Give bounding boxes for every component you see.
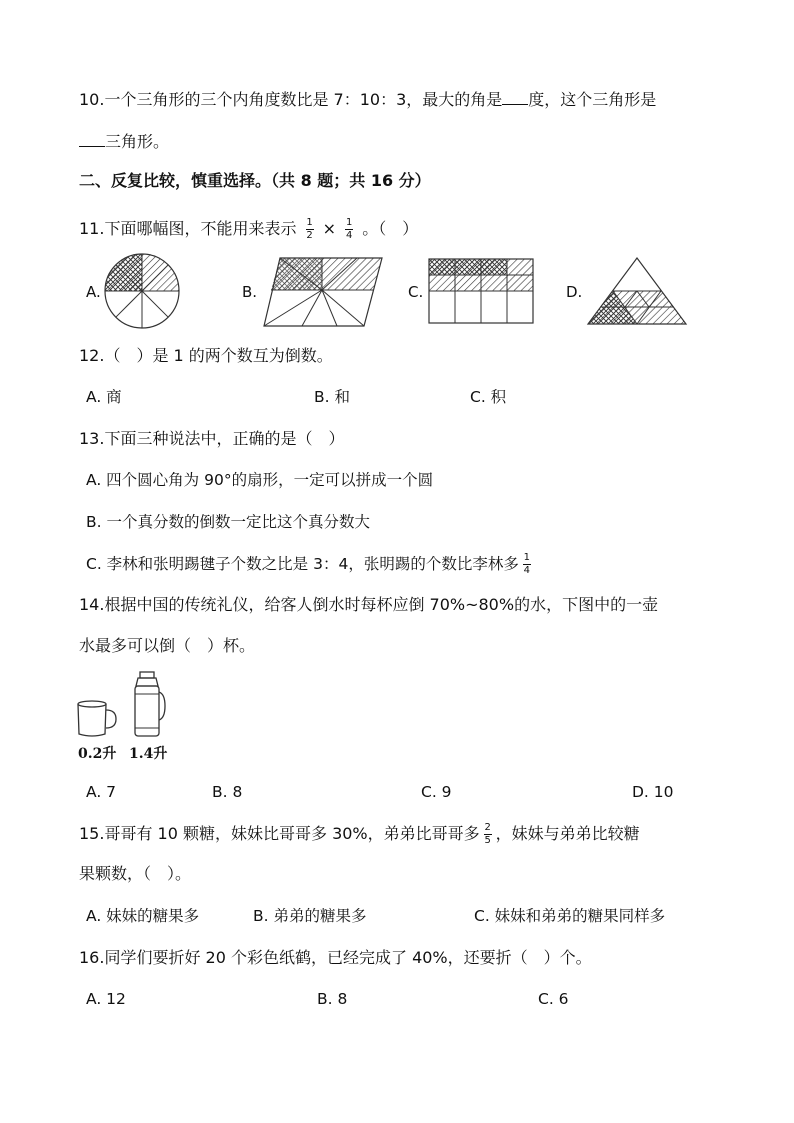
flask-capacity-label: 1.4升 xyxy=(129,746,168,762)
q11-text-b: 。（ ） xyxy=(362,219,419,238)
q10-blank-2[interactable] xyxy=(79,130,105,147)
q11-figure-d-triangle xyxy=(586,256,688,326)
q11-stem xyxy=(79,218,418,241)
q10-line2 xyxy=(79,130,169,152)
q15-text-b: ，妹妹与弟弟比较糖 xyxy=(495,824,640,843)
frac-den: 4 xyxy=(523,565,531,576)
frac-num: 1 xyxy=(523,552,531,563)
q14-option-c[interactable]: C. 9 xyxy=(421,783,452,801)
q12-option-b[interactable]: B. 和 xyxy=(314,388,350,406)
q13-option-c[interactable] xyxy=(86,553,535,576)
q16-option-b[interactable]: B. 8 xyxy=(317,990,348,1008)
section-2-heading: 二、反复比较，慎重选择。（共 8 题；共 16 分） xyxy=(79,171,431,190)
frac-den: 2 xyxy=(306,230,313,241)
q11-label-d[interactable]: D. xyxy=(566,283,583,301)
q11-times: × xyxy=(322,219,337,238)
q14-option-b[interactable]: B. 8 xyxy=(212,783,243,801)
q14-option-d[interactable]: D. 10 xyxy=(632,783,674,801)
q15-text-a: 15.哥哥有 10 颗糖，妹妹比哥哥多 30%，弟弟比哥哥多 xyxy=(79,824,480,843)
q13-option-a[interactable]: A. 四个圆心角为 90°的扇形，一定可以拼成一个圆 xyxy=(86,471,434,489)
q12-option-a[interactable]: A. 商 xyxy=(86,388,122,406)
q13-option-b[interactable]: B. 一个真分数的倒数一定比这个真分数大 xyxy=(86,513,370,531)
q11-label-a[interactable]: A. xyxy=(86,283,101,301)
q15-fraction xyxy=(484,823,492,846)
q15-line1 xyxy=(79,823,640,846)
q10-line1 xyxy=(79,88,656,110)
q11-fraction-2 xyxy=(345,218,353,241)
frac-num: 1 xyxy=(345,217,353,228)
q10-text-b: 度，这个三角形是 xyxy=(528,90,657,109)
q11-figure-a-circle xyxy=(103,252,181,330)
q16-option-a[interactable]: A. 12 xyxy=(86,990,126,1008)
q12-stem: 12.（ ）是 1 的两个数互为倒数。 xyxy=(79,346,333,365)
q11-figure-b-parallelogram xyxy=(262,256,384,328)
q11-label-c[interactable]: C. xyxy=(408,283,424,301)
q11-text-a: 11.下面哪幅图，不能用来表示 xyxy=(79,219,297,238)
frac-den: 5 xyxy=(484,835,491,846)
frac-num: 1 xyxy=(306,217,313,228)
q11-fraction-1 xyxy=(306,218,314,241)
q13-stem: 13.下面三种说法中，正确的是（ ） xyxy=(79,429,345,448)
q15-line2: 果颗数，（ ）。 xyxy=(79,864,192,883)
q15-option-b[interactable]: B. 弟弟的糖果多 xyxy=(253,907,367,925)
q14-option-a[interactable]: A. 7 xyxy=(86,783,117,801)
q14-line2: 水最多可以倒（ ）杯。 xyxy=(79,636,256,655)
q16-stem: 16.同学们要折好 20 个彩色纸鹤，已经完成了 40%，还要折（ ）个。 xyxy=(79,948,592,967)
q10-text-a: 10.一个三角形的三个内角度数比是 7：10：3，最大的角是 xyxy=(79,90,503,109)
cup-icon xyxy=(76,700,118,738)
q14-line1: 14.根据中国的传统礼仪，给客人倒水时每杯应倒 70%~80%的水，下图中的一壶 xyxy=(79,595,659,614)
cup-capacity-label: 0.2升 xyxy=(78,746,117,762)
frac-num: 2 xyxy=(484,822,491,833)
q15-option-c[interactable]: C. 妹妹和弟弟的糖果同样多 xyxy=(474,907,666,925)
q13-option-c-fraction xyxy=(523,553,531,576)
q11-figure-c-rectangle xyxy=(427,257,535,325)
q15-option-a[interactable]: A. 妹妹的糖果多 xyxy=(86,907,200,925)
q10-blank-1[interactable] xyxy=(502,88,528,105)
thermos-flask-icon xyxy=(130,670,166,740)
q11-label-b[interactable]: B. xyxy=(242,283,258,301)
q10-text-c: 三角形。 xyxy=(105,132,170,151)
frac-den: 4 xyxy=(345,230,353,241)
q12-option-c[interactable]: C. 积 xyxy=(470,388,507,406)
q13-option-c-text: C. 李林和张明踢毽子个数之比是 3：4，张明踢的个数比李林多 xyxy=(86,555,519,573)
q16-option-c[interactable]: C. 6 xyxy=(538,990,569,1008)
